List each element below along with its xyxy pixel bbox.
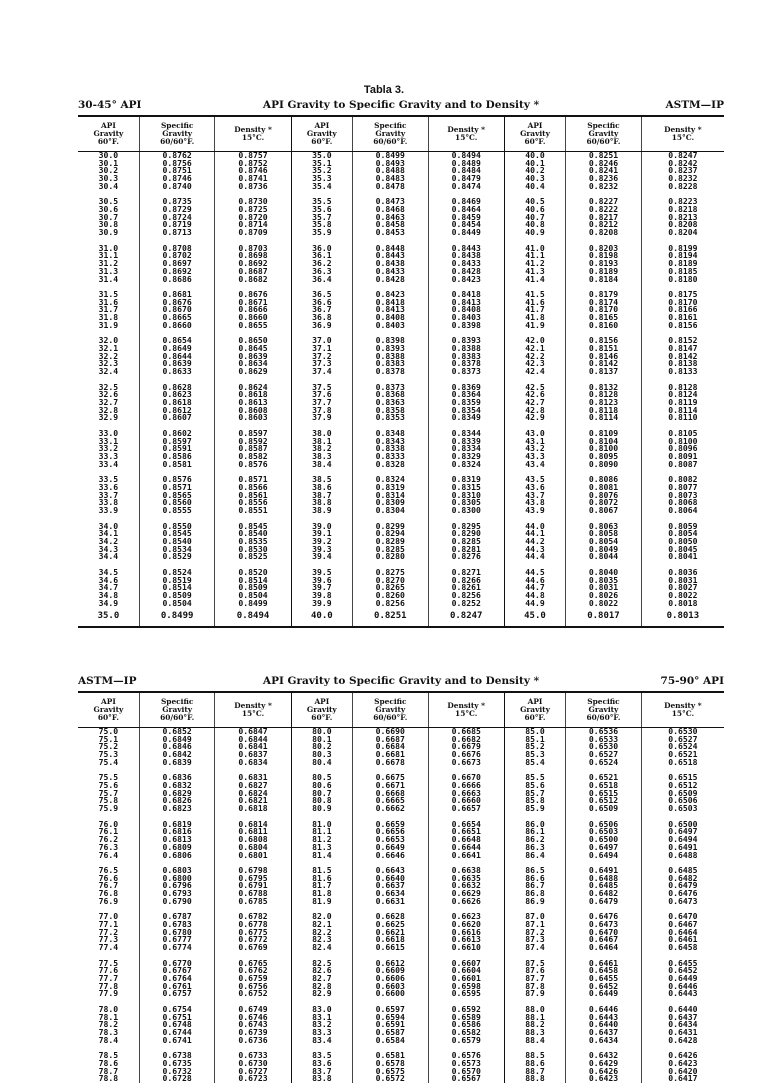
table-row: [78, 152, 724, 608]
api-gravity-column: 75.0 75.1 75.2 75.3 75.4 75.5 75.6 75.7 75.8 75.9 76.0 76.1 76.2 76.3 76.4 76.5 76.6 76.7 76.8 76.9 77.0 77.1 77.2 77.3 77.4 77.5 77.6 77.7 77.8 77.9 78.0 78.1 78.2 78.3 78.4 78.5 78.6 78.7 78.8: [78, 728, 139, 1083]
api-gravity-column-header: API Gravity 60°F.: [291, 692, 352, 728]
specific-gravity-column: 0.6852 0.6849 0.6846 0.6842 0.6839 0.6836 0.6832 0.6829 0.6826 0.6823 0.6819 0.6816 0.6813 0.6809 0.6806 0.6803 0.6800 0.6796 0.6793 0.6790 0.6787 0.6783 0.6780 0.6777 0.6774 0.6770 0.6767 0.6764 0.6761 0.6757 0.6754 0.6751 0.6748 0.6744 0.6741 0.6738 0.6735 0.6732 0.6728: [139, 728, 215, 1083]
sheet-standard-label: ASTM—IP: [666, 99, 724, 111]
density-column: 0.8247 0.8242 0.8237 0.8232 0.8228 0.8223 0.8218 0.8213 0.8208 0.8204 0.8199 0.8194 0.8189 0.8185 0.8180 0.8175 0.8170 0.8166 0.8161 0.8156 0.8152 0.8147 0.8142 0.8138 0.8133 0.8128 0.8124 0.8119 0.8114 0.8110 0.8105 0.8100 0.8096 0.8091 0.8087 0.8082 0.8077 0.8073 0.8068 0.8064 0.8059 0.8054 0.8050 0.8045 0.8041 0.8036 0.8031 0.8027 0.8022 0.8018: [641, 152, 724, 608]
density-cell: 0.8247: [428, 607, 504, 627]
sheet-standard-label: ASTM—IP: [78, 675, 136, 687]
api-gravity-column: 85.0 85.1 85.2 85.3 85.4 85.5 85.6 85.7 85.8 85.9 86.0 86.1 86.2 86.3 86.4 86.5 86.6 86.7 86.8 86.9 87.0 87.1 87.2 87.3 87.4 87.5 87.6 87.7 87.8 87.9 88.0 88.1 88.2 88.3 88.4 88.5 88.6 88.7 88.8: [504, 728, 565, 1083]
specific-gravity-column-header: Specific Gravity 60/60°F.: [353, 116, 429, 152]
specific-gravity-column-header: Specific Gravity 60/60°F.: [566, 116, 642, 152]
specific-gravity-column-header: Specific Gravity 60/60°F.: [139, 116, 215, 152]
density-column-header: Density * 15°C.: [215, 116, 291, 152]
api-gravity-cell: 45.0: [504, 607, 565, 627]
density-column-header: Density * 15°C.: [428, 692, 504, 728]
table-body: [78, 728, 724, 1083]
specific-gravity-column: 0.8499 0.8493 0.8488 0.8483 0.8478 0.8473 0.8468 0.8463 0.8458 0.8453 0.8448 0.8443 0.8438 0.8433 0.8428 0.8423 0.8418 0.8413 0.8408 0.8403 0.8398 0.8393 0.8388 0.8383 0.8378 0.8373 0.8368 0.8363 0.8358 0.8353 0.8348 0.8343 0.8338 0.8333 0.8328 0.8324 0.8319 0.8314 0.8309 0.8304 0.8299 0.8294 0.8289 0.8285 0.8280 0.8275 0.8270 0.8265 0.8260 0.8256: [353, 152, 429, 608]
sheet-range-label: 30-45° API: [78, 99, 141, 111]
api-gravity-cell: 40.0: [291, 607, 352, 627]
density-column: 0.6847 0.6844 0.6841 0.6837 0.6834 0.6831 0.6827 0.6824 0.6821 0.6818 0.6814 0.6811 0.6808 0.6804 0.6801 0.6798 0.6795 0.6791 0.6788 0.6785 0.6782 0.6778 0.6775 0.6772 0.6769 0.6765 0.6762 0.6759 0.6756 0.6752 0.6749 0.6746 0.6743 0.6739 0.6736 0.6733 0.6730 0.6727 0.6723: [215, 728, 291, 1083]
specific-gravity-cell: 0.8251: [353, 607, 429, 627]
density-column-header: Density * 15°C.: [215, 692, 291, 728]
sheet-header: [78, 99, 724, 115]
gravity-table: [78, 115, 724, 628]
specific-gravity-column-header: Specific Gravity 60/60°F.: [566, 692, 642, 728]
sheet-header: [78, 675, 724, 691]
density-column: 0.8494 0.8489 0.8484 0.8479 0.8474 0.8469 0.8464 0.8459 0.8454 0.8449 0.8443 0.8438 0.8433 0.8428 0.8423 0.8418 0.8413 0.8408 0.8403 0.8398 0.8393 0.8388 0.8383 0.8378 0.8373 0.8369 0.8364 0.8359 0.8354 0.8349 0.8344 0.8339 0.8334 0.8329 0.8324 0.8319 0.8315 0.8310 0.8305 0.8300 0.8295 0.8290 0.8285 0.8281 0.8276 0.8271 0.8266 0.8261 0.8256 0.8252: [428, 152, 504, 608]
table-row: [78, 728, 724, 1083]
api-gravity-column-header: API Gravity 60°F.: [78, 692, 139, 728]
api-gravity-column: 35.0 35.1 35.2 35.3 35.4 35.5 35.6 35.7 35.8 35.9 36.0 36.1 36.2 36.3 36.4 36.5 36.6 36.7 36.8 36.9 37.0 37.1 37.2 37.3 37.4 37.5 37.6 37.7 37.8 37.9 38.0 38.1 38.2 38.3 38.4 38.5 38.6 38.7 38.8 38.9 39.0 39.1 39.2 39.3 39.4 39.5 39.6 39.7 39.8 39.9: [291, 152, 352, 608]
gravity-table-sheet-30-45: [78, 99, 724, 628]
density-column-header: Density * 15°C.: [428, 116, 504, 152]
table-final-row: [78, 607, 724, 627]
api-gravity-column: 30.0 30.1 30.2 30.3 30.4 30.5 30.6 30.7 30.8 30.9 31.0 31.1 31.2 31.3 31.4 31.5 31.6 31.7 31.8 31.9 32.0 32.1 32.2 32.3 32.4 32.5 32.6 32.7 32.8 32.9 33.0 33.1 33.2 33.3 33.4 33.5 33.6 33.7 33.8 33.9 34.0 34.1 34.2 34.3 34.4 34.5 34.6 34.7 34.8 34.9: [78, 152, 139, 608]
density-column: 0.8757 0.8752 0.8746 0.8741 0.8736 0.8730 0.8725 0.8720 0.8714 0.8709 0.8703 0.8698 0.8692 0.8687 0.8682 0.8676 0.8671 0.8666 0.8660 0.8655 0.8650 0.8645 0.8639 0.8634 0.8629 0.8624 0.8618 0.8613 0.8608 0.8603 0.8597 0.8592 0.8587 0.8582 0.8576 0.8571 0.8566 0.8561 0.8556 0.8551 0.8545 0.8540 0.8535 0.8530 0.8525 0.8520 0.8514 0.8509 0.8504 0.8499: [215, 152, 291, 608]
api-gravity-column-header: API Gravity 60°F.: [504, 116, 565, 152]
density-column: 0.6530 0.6527 0.6524 0.6521 0.6518 0.6515 0.6512 0.6509 0.6506 0.6503 0.6500 0.6497 0.6494 0.6491 0.6488 0.6485 0.6482 0.6479 0.6476 0.6473 0.6470 0.6467 0.6464 0.6461 0.6458 0.6455 0.6452 0.6449 0.6446 0.6443 0.6440 0.6437 0.6434 0.6431 0.6428 0.6426 0.6423 0.6420 0.6417: [641, 728, 724, 1083]
density-column-header: Density * 15°C.: [641, 116, 724, 152]
specific-gravity-column: 0.8251 0.8246 0.8241 0.8236 0.8232 0.8227 0.8222 0.8217 0.8212 0.8208 0.8203 0.8198 0.8193 0.8189 0.8184 0.8179 0.8174 0.8170 0.8165 0.8160 0.8156 0.8151 0.8146 0.8142 0.8137 0.8132 0.8128 0.8123 0.8118 0.8114 0.8109 0.8104 0.8100 0.8095 0.8090 0.8086 0.8081 0.8076 0.8072 0.8067 0.8063 0.8058 0.8054 0.8049 0.8044 0.8040 0.8035 0.8031 0.8026 0.8022: [566, 152, 642, 608]
api-gravity-column: 40.0 40.1 40.2 40.3 40.4 40.5 40.6 40.7 40.8 40.9 41.0 41.1 41.2 41.3 41.4 41.5 41.6 41.7 41.8 41.9 42.0 42.1 42.2 42.3 42.4 42.5 42.6 42.7 42.8 42.9 43.0 43.1 43.2 43.3 43.4 43.5 43.6 43.7 43.8 43.9 44.0 44.1 44.2 44.3 44.4 44.5 44.6 44.7 44.8 44.9: [504, 152, 565, 608]
api-gravity-column-header: API Gravity 60°F.: [504, 692, 565, 728]
api-gravity-column: 80.0 80.1 80.2 80.3 80.4 80.5 80.6 80.7 80.8 80.9 81.0 81.1 81.2 81.3 81.4 81.5 81.6 81.7 81.8 81.9 82.0 82.1 82.2 82.3 82.4 82.5 82.6 82.7 82.8 82.9 83.0 83.1 83.2 83.3 83.4 83.5 83.6 83.7 83.8: [291, 728, 352, 1083]
density-column: 0.6685 0.6682 0.6679 0.6676 0.6673 0.6670 0.6666 0.6663 0.6660 0.6657 0.6654 0.6651 0.6648 0.6644 0.6641 0.6638 0.6635 0.6632 0.6629 0.6626 0.6623 0.6620 0.6616 0.6613 0.6610 0.6607 0.6604 0.6601 0.6598 0.6595 0.6592 0.6589 0.6586 0.6582 0.6579 0.6576 0.6573 0.6570 0.6567: [428, 728, 504, 1083]
density-cell: 0.8013: [641, 607, 724, 627]
sheet-title: API Gravity to Specific Gravity and to Density *: [78, 99, 724, 111]
specific-gravity-column: 0.6536 0.6533 0.6530 0.6527 0.6524 0.6521 0.6518 0.6515 0.6512 0.6509 0.6506 0.6503 0.6500 0.6497 0.6494 0.6491 0.6488 0.6485 0.6482 0.6479 0.6476 0.6473 0.6470 0.6467 0.6464 0.6461 0.6458 0.6455 0.6452 0.6449 0.6446 0.6443 0.6440 0.6437 0.6434 0.6432 0.6429 0.6426 0.6423: [566, 728, 642, 1083]
api-gravity-column-header: API Gravity 60°F.: [291, 116, 352, 152]
specific-gravity-column: 0.8762 0.8756 0.8751 0.8746 0.8740 0.8735 0.8729 0.8724 0.8719 0.8713 0.8708 0.8702 0.8697 0.8692 0.8686 0.8681 0.8676 0.8670 0.8665 0.8660 0.8654 0.8649 0.8644 0.8639 0.8633 0.8628 0.8623 0.8618 0.8612 0.8607 0.8602 0.8597 0.8591 0.8586 0.8581 0.8576 0.8571 0.8565 0.8560 0.8555 0.8550 0.8545 0.8540 0.8534 0.8529 0.8524 0.8519 0.8514 0.8509 0.8504: [139, 152, 215, 608]
specific-gravity-column: 0.6690 0.6687 0.6684 0.6681 0.6678 0.6675 0.6671 0.6668 0.6665 0.6662 0.6659 0.6656 0.6653 0.6649 0.6646 0.6643 0.6640 0.6637 0.6634 0.6631 0.6628 0.6625 0.6621 0.6618 0.6615 0.6612 0.6609 0.6606 0.6603 0.6600 0.6597 0.6594 0.6591 0.6587 0.6584 0.6581 0.6578 0.6575 0.6572: [353, 728, 429, 1083]
gravity-table: [78, 691, 724, 1083]
column-header-row: [78, 116, 724, 152]
column-header-row: [78, 692, 724, 728]
api-gravity-column-header: API Gravity 60°F.: [78, 116, 139, 152]
api-gravity-cell: 35.0: [78, 607, 139, 627]
density-column-header: Density * 15°C.: [641, 692, 724, 728]
table-caption: Tabla 3.: [0, 84, 768, 96]
sheet-range-label: 75-90° API: [661, 675, 724, 687]
specific-gravity-column-header: Specific Gravity 60/60°F.: [139, 692, 215, 728]
gravity-table-sheet-75-90: [78, 675, 724, 1083]
density-cell: 0.8494: [215, 607, 291, 627]
sheet-title: API Gravity to Specific Gravity and to Density *: [78, 675, 724, 687]
specific-gravity-cell: 0.8499: [139, 607, 215, 627]
specific-gravity-column-header: Specific Gravity 60/60°F.: [353, 692, 429, 728]
table-body: [78, 152, 724, 628]
specific-gravity-cell: 0.8017: [566, 607, 642, 627]
